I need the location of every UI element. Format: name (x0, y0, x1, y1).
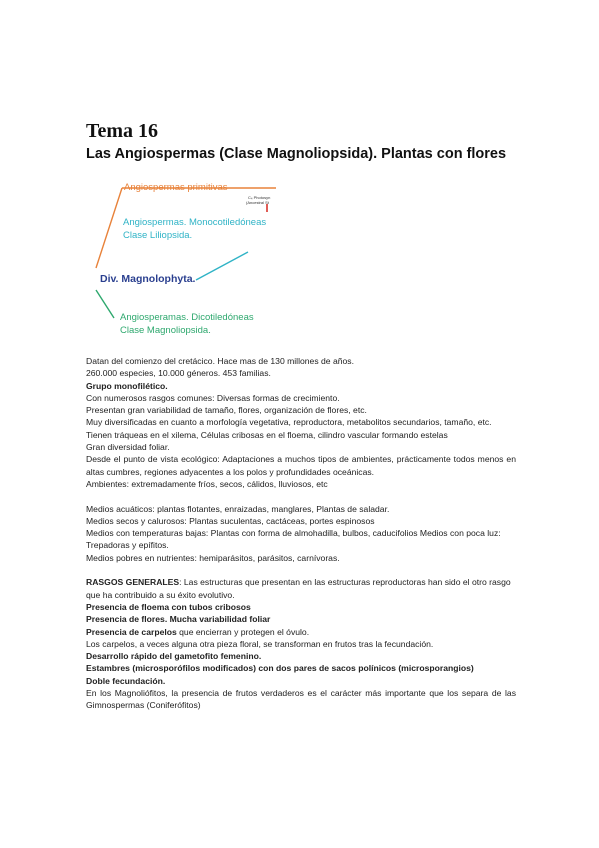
paragraph: Medios acuáticos: plantas flotantes, enraizadas, manglares, Plantas de saladar. (86, 503, 390, 514)
paragraph-bold: Presencia de flores. Mucha variabilidad foliar (86, 614, 271, 625)
paragraph: Los carpelos, a veces alguna otra pieza floral, se transforman en frutos tras la fecundación. (86, 638, 434, 649)
tiny-label-2: (Ancestral St (246, 200, 269, 205)
teal-branch-line (196, 252, 248, 280)
paragraph-bold: Doble fecundación. (86, 675, 166, 686)
paragraph-bold: Estambres (microsporófilos modificados) con dos pares de sacos polínicos (microsporangios) (86, 663, 474, 674)
label-division: Div. Magnolophyta. (100, 273, 196, 285)
paragraph: Medios secos y calurosos: Plantas suculentas, cactáceas, portes espinosos (86, 515, 375, 526)
label-monocot-1: Angiospermas. Monocotiledóneas (123, 217, 267, 228)
paragraph: Medios pobres en nutrientes: hemiparásitos, parásitos, carnívoras. (86, 552, 340, 563)
paragraph: Presentan gran variabilidad de tamaño, flores, organización de flores, etc. (86, 405, 367, 416)
label-dicot-1: Angiosperamas. Dicotiledóneas (120, 312, 254, 323)
rasgos-generales-text: : Las estructuras que presentan en las estructuras reproductoras han sido el otro rasgo que ha contribuido a su éxito evolutivo. (86, 577, 511, 600)
paragraph-carpelos (86, 626, 516, 638)
angiosperm-diagram (90, 178, 290, 348)
body-text (86, 355, 516, 712)
paragraph: Medios con temperaturas bajas: Plantas con forma de almohadilla, bulbos, caducifolios Medios con poca luz: Trepadoras y epífitos. (86, 528, 501, 551)
paragraph-rasgos-generales (86, 576, 516, 601)
paragraph: Desde el punto de vista ecológico: Adaptaciones a muchos tipos de ambientes, prácticamente todos menos en altas cumbres, regiones adyacentes a los polos y profundidades oceánicas. (86, 454, 516, 477)
rasgos-generales-label: RASGOS GENERALES (86, 577, 180, 588)
paragraph: Muy diversificadas en cuanto a morfología vegetativa, reproductora, metabolitos secundarios, tamaño, etc. (86, 417, 492, 428)
paragraph: 260.000 especies, 10.000 géneros. 453 familias. (86, 368, 271, 379)
page-subtitle: Las Angiospermas (Clase Magnoliopsida). Plantas con flores (86, 146, 507, 162)
spacer (86, 564, 516, 576)
paragraph-bold: Desarrollo rápido del gametofito femenino. (86, 651, 262, 662)
carpelos-text: que encierran y protegen el óvulo. (176, 626, 310, 637)
orange-branch-line (96, 188, 122, 268)
paragraph: En los Magnoliófitos, la presencia de frutos verdaderos es el carácter más importante que los separa de las Gimnospermas (Coniferófitos) (86, 688, 516, 711)
label-primitivas: Angiospermas primitivas (124, 182, 228, 193)
paragraph: Tienen tráqueas en el xilema, Células cribosas en el floema, cilindro vascular formando estelas (86, 429, 448, 440)
paragraph-bold: Presencia de floema con tubos cribosos (86, 601, 251, 612)
spacer (86, 490, 516, 502)
paragraph: Con numerosos rasgos comunes: Diversas formas de crecimiento. (86, 392, 340, 403)
paragraph-bold: Grupo monofilético. (86, 380, 168, 391)
tiny-label-1: C₄ Photosyn (248, 195, 271, 200)
page-title: Tema 16 (86, 120, 159, 142)
carpelos-label: Presencia de carpelos (86, 626, 177, 637)
label-monocot-2: Clase Liliopsida. (123, 230, 193, 241)
label-dicot-2: Clase Magnoliopsida. (120, 325, 211, 336)
paragraph: Datan del comienzo del cretácico. Hace mas de 130 millones de años. (86, 356, 354, 366)
paragraph: Gran diversidad foliar. (86, 442, 170, 453)
paragraph: Ambientes: extremadamente fríos, secos, cálidos, lluviosos, etc (86, 478, 328, 489)
green-branch-line (96, 290, 114, 318)
